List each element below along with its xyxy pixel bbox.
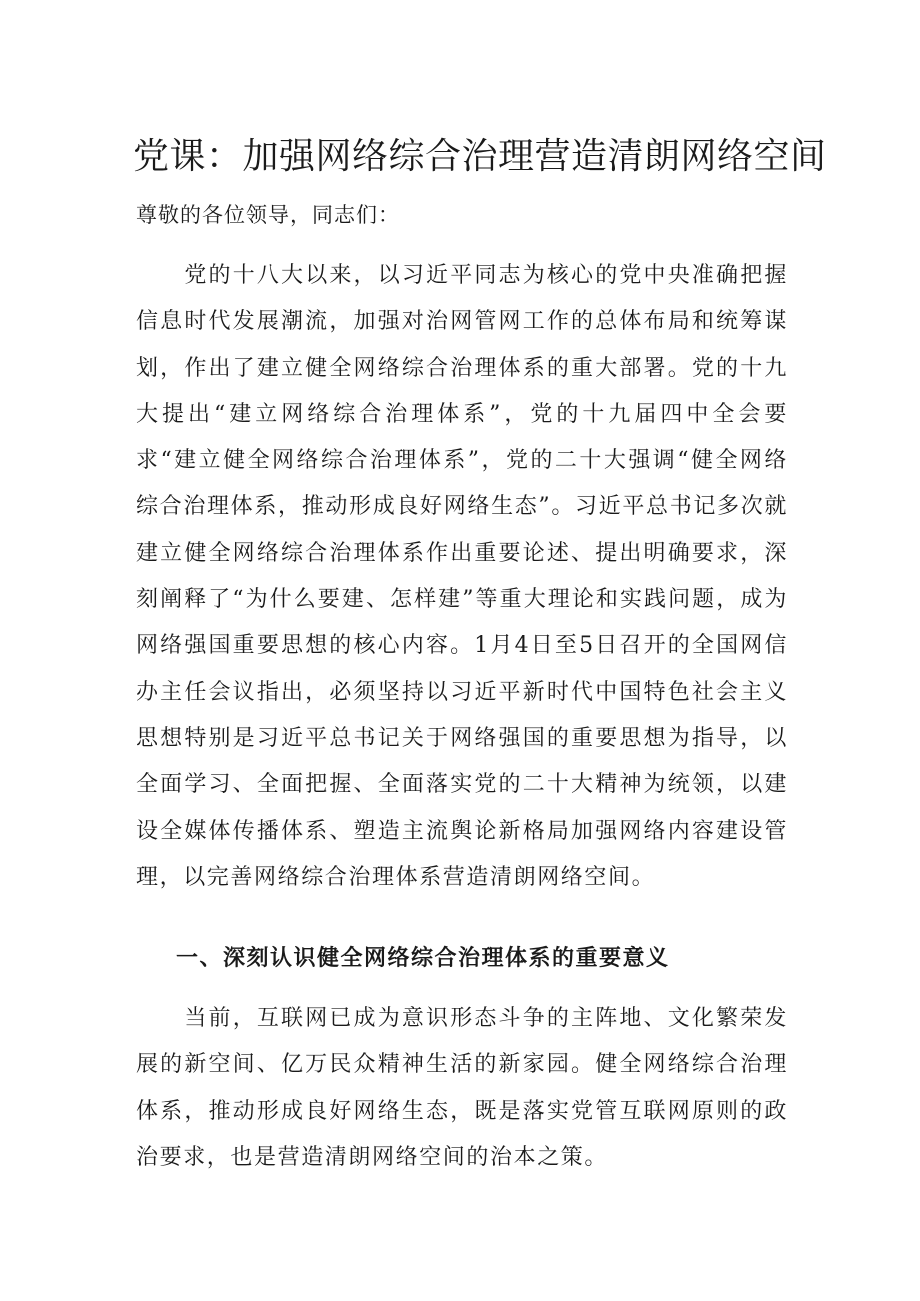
body-paragraph-2: 当前，互联网已成为意识形态斗争的主阵地、文化繁荣发展的新空间、亿万民众精神生活的新家园。健全网络综合治理体系，推动形成良好网络生态，既是落实党管互联网原则的政治要求，也是营造清朗网络空间的治本之策。 — [136, 1006, 788, 1170]
section-heading-1: 一、深刻认识健全网络综合治理体系的重要意义 — [176, 945, 670, 971]
salutation: 尊敬的各位领导，同志们： — [136, 203, 400, 227]
document-title: 党课：加强网络综合治理营造清朗网络空间 — [133, 136, 827, 177]
body-paragraph-1: 党的十八大以来，以习近平同志为核心的党中央准确把握信息时代发展潮流，加强对治网管网工作的总体布局和统筹谋划，作出了建立健全网络综合治理体系的重大部署。党的十九大提出“建立网络综合治理体系”，党的十九届四中全会要求“建立健全网络综合治理体系”，党的二十大强调“健全网络综合治理体系，推动形成良好网络生态”。习近平总书记多次就建立健全网络综合治理体系作出重要论述、提出明确要求，深刻阐释了“为什么要建、怎样建”等重大理论和实践问题，成为网络强国重要思想的核心内容。1月4日至5日召开的全国网信办主任会议指出，必须坚持以习近平新时代中国特色社会主义思想特别是习近平总书记关于网络强国的重要思想为指导，以全面学习、全面把握、全面落实党的二十大精神为统领，以建设全媒体传播体系、塑造主流舆论新格局加强网络内容建设管理，以完善网络综合治理体系营造清朗网络空间。 — [136, 263, 788, 890]
